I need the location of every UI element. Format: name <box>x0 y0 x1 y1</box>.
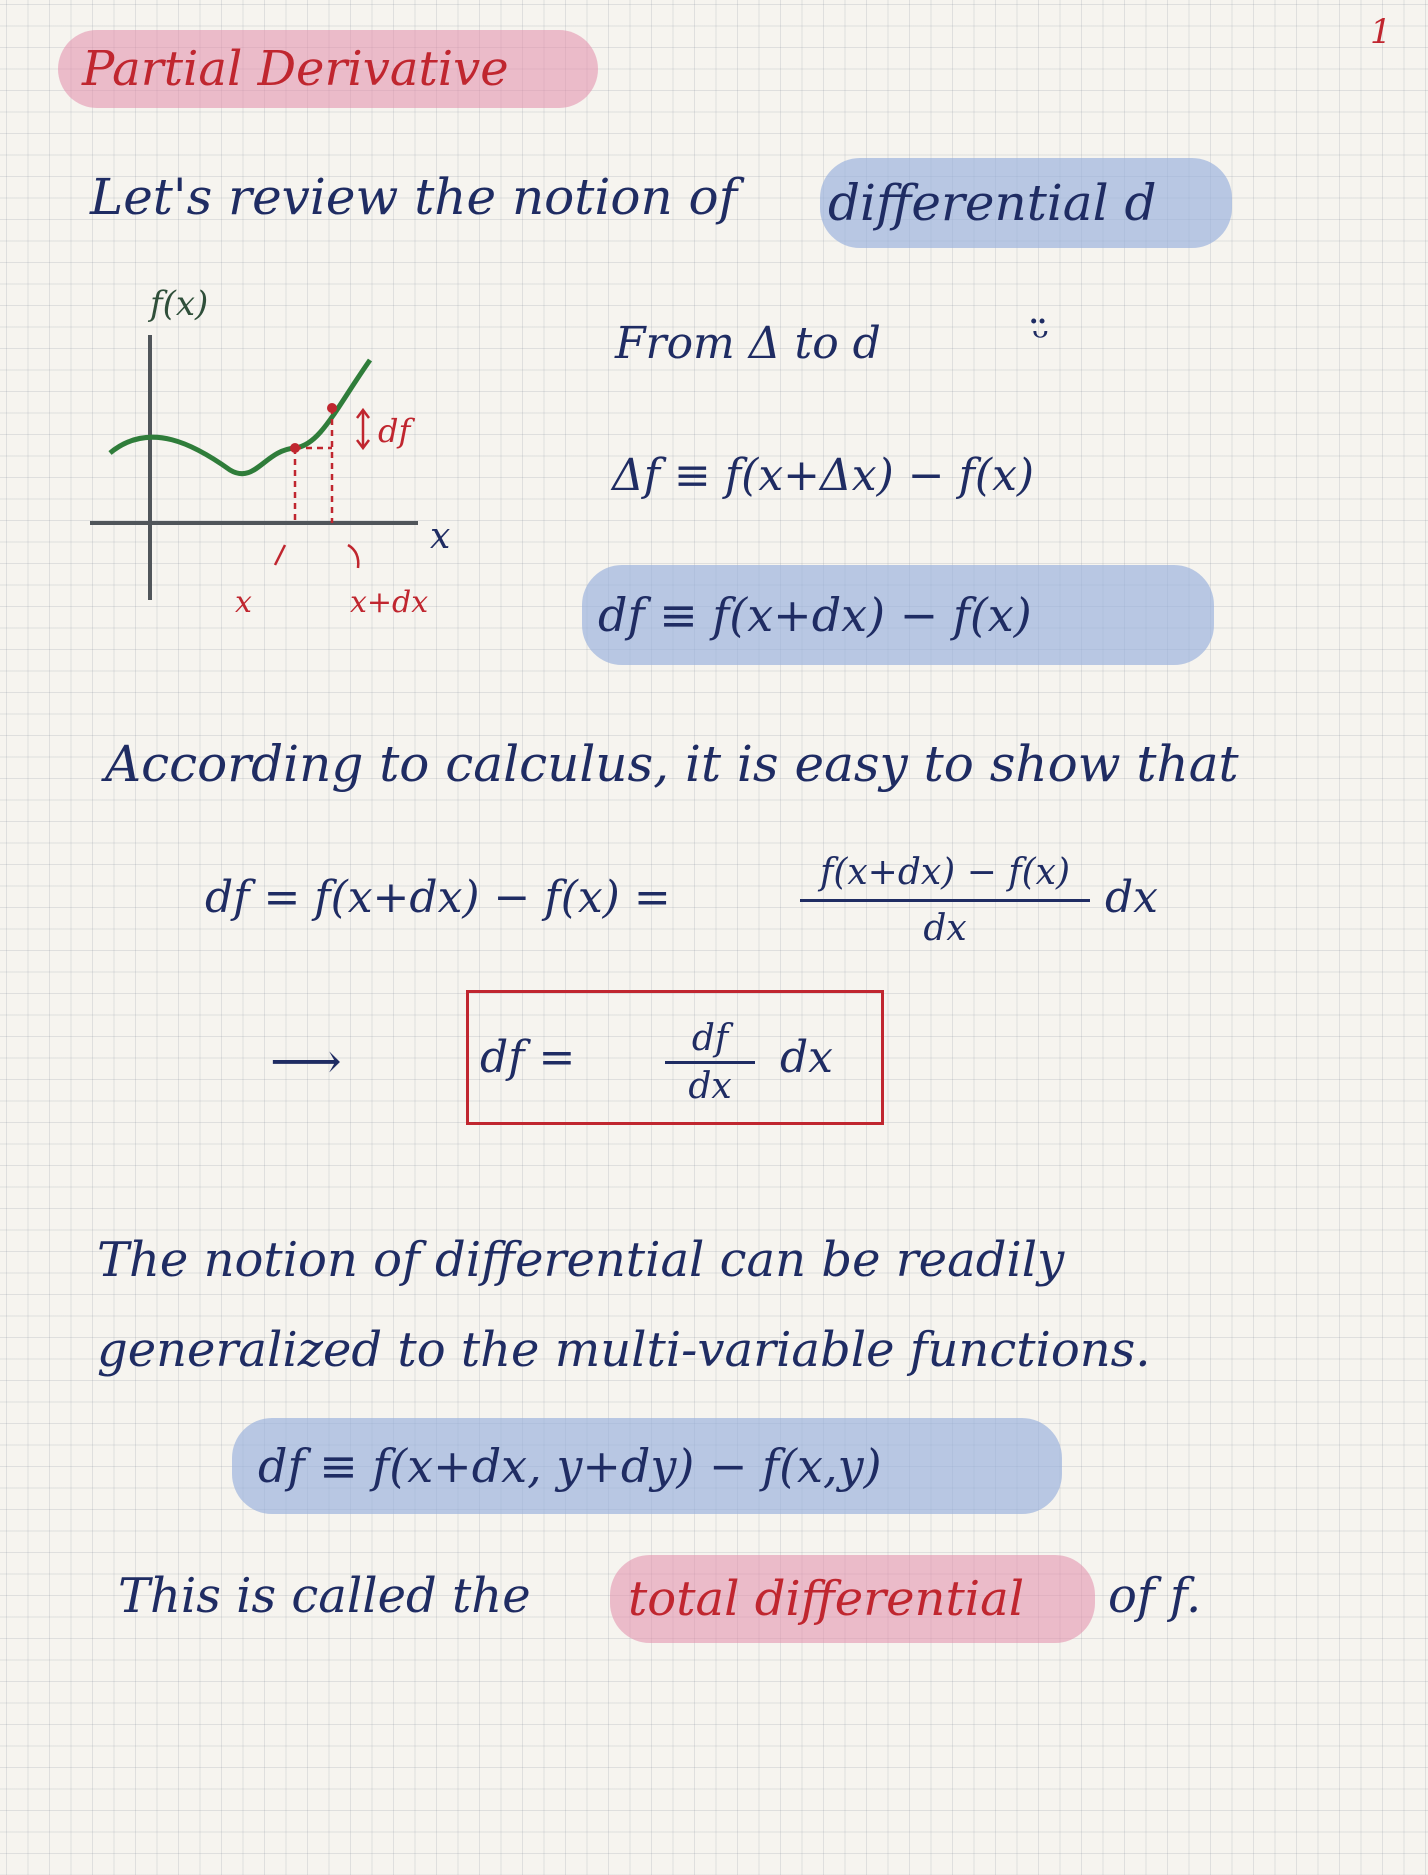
conclusion-prefix: This is called the <box>118 1568 531 1624</box>
from-delta-to-d: From Δ to d <box>615 318 881 369</box>
result-dx: dx <box>780 1032 833 1083</box>
y-axis-label: f(x) <box>150 284 209 324</box>
point-x-dx <box>327 403 337 413</box>
conclusion-suffix: of f. <box>1108 1568 1202 1624</box>
point-x <box>290 443 300 453</box>
df-label: df <box>378 412 411 450</box>
difference-quotient-denominator: dx <box>923 908 967 949</box>
implies-arrow-icon: ⟶ <box>270 1032 342 1090</box>
difference-quotient <box>800 852 1090 949</box>
x-axis-label: x <box>430 516 451 557</box>
generalization-line-2: generalized to the multi-variable functions. <box>97 1322 1151 1378</box>
calculus-sentence: According to calculus, it is easy to show that <box>105 735 1239 793</box>
difference-quotient-dx: dx <box>1105 872 1158 923</box>
point-x-label: x <box>235 585 252 620</box>
total-differential-equation: df ≡ f(x+dx, y+dy) − f(x,y) <box>232 1418 1062 1514</box>
smiley-doodle: ᵕ̈ <box>1032 312 1049 363</box>
difference-quotient-numerator: f(x+dx) − f(x) <box>800 852 1090 902</box>
page-title: Partial Derivative <box>58 30 598 108</box>
function-graph <box>80 270 480 630</box>
df-definition: df ≡ f(x+dx) − f(x) <box>582 565 1214 665</box>
point-x-dx-label: x+dx <box>350 585 429 620</box>
derivative-numerator: df <box>665 1018 755 1064</box>
df-expansion-lhs: df = f(x+dx) − f(x) = <box>205 872 671 923</box>
delta-f-definition: Δf ≡ f(x+Δx) − f(x) <box>612 450 1035 501</box>
x-dx-tick <box>348 545 358 568</box>
intro-highlight: differential d <box>820 158 1232 248</box>
result-lhs: df = <box>480 1032 576 1083</box>
total-differential-highlight: total differential <box>610 1555 1095 1643</box>
derivative-fraction <box>665 1018 755 1107</box>
derivative-denominator: dx <box>688 1066 732 1107</box>
generalization-line-1: The notion of differential can be readily <box>97 1232 1065 1288</box>
page-number: 1 <box>1370 12 1392 52</box>
intro-text: Let's review the notion of <box>90 168 738 226</box>
x-tick <box>275 545 285 565</box>
